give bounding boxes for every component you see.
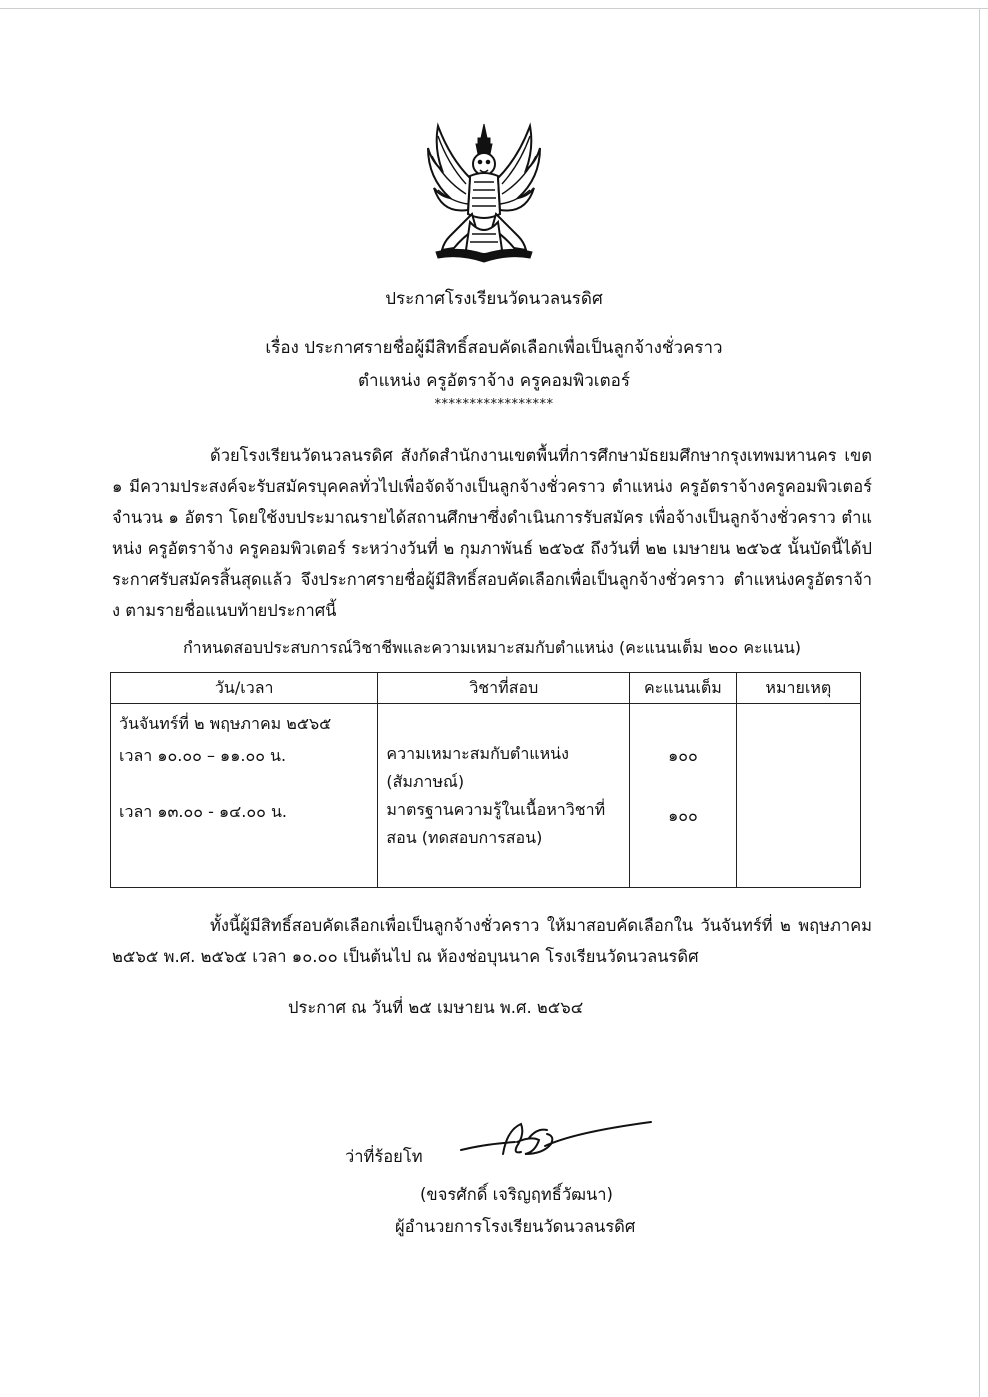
- body-paragraph-1: ด้วยโรงเรียนวัดนวลนรดิศ สังกัดสำนักงานเขตพื้นที่การศึกษามัธยมศึกษากรุงเทพมหานคร เขต ๑ มีความประสงค์จะรับสมัครบุคคลทั่วไปเพื่อจัดจ้างเป็นลูกจ้างชั่วคราว ตำแหน่ง ครูอัตราจ้างครูคอมพิวเตอร์ จำนวน ๑ อัตรา โดยใช้งบประมาณรายได้สถานศึกษาซึ่งดำเนินการรับสมัคร เพื่อจ้างเป็นลูกจ้างชั่วคราว ตำแหน่ง ครูอัตราจ้าง ครูคอมพิวเตอร์ ระหว่างวันที่ ๒ กุมภาพันธ์ ๒๕๖๕ ถึงวันที่ ๒๒ เมษายน ๒๕๖๕ นั้นบัดนี้ได้ประกาศรับสมัครสิ้นสุดแล้ว จึงประกาศรายชื่อผู้มีสิทธิ์สอบคัดเลือกเพื่อเป็นลูกจ้างชั่วคราว ตำแหน่งครูอัตราจ้าง ตามรายชื่อแนบท้ายประกาศนี้: [112, 446, 872, 620]
- dated-line: ประกาศ ณ วันที่ ๒๕ เมษายน พ.ศ. ๒๕๖๔: [288, 998, 584, 1017]
- page-edge-top: [0, 8, 988, 9]
- stars-divider: *****************: [434, 397, 554, 412]
- subject-2-line-1: มาตรฐานความรู้ในเนื้อหาวิชาที่: [386, 800, 606, 819]
- remarks-cell: [736, 704, 860, 888]
- score-cell: [630, 704, 737, 888]
- exam-date: วันจันทร์ที่ ๒ พฤษภาคม ๒๕๖๕: [119, 714, 332, 733]
- subject-cell: [378, 704, 630, 888]
- exam-time-1: เวลา ๑๐.๐๐ – ๑๑.๐๐ น.: [119, 746, 287, 765]
- subject-2-line-2: สอน (ทดสอบการสอน): [386, 828, 543, 847]
- table-row: [111, 704, 861, 888]
- body-paragraph-2: ทั้งนี้ผู้มีสิทธิ์สอบคัดเลือกเพื่อเป็นลูกจ้างชั่วคราว ให้มาสอบคัดเลือกใน วันจันทร์ที่ ๒ พฤษภาคม ๒๕๖๕ พ.ศ. ๒๕๖๕ เวลา ๑๐.๐๐ เป็นต้นไป ณ ห้องช่อบุนนาค โรงเรียนวัดนวลนรดิศ: [112, 916, 872, 966]
- header-remarks: หมายเหตุ: [736, 673, 860, 704]
- header-subject: วิชาที่สอบ: [378, 673, 630, 704]
- position-line: ตำแหน่ง ครูอัตราจ้าง ครูคอมพิวเตอร์: [358, 371, 630, 391]
- signer-title: ผู้อำนวยการโรงเรียนวัดนวลนรดิศ: [395, 1217, 636, 1236]
- header-full-score: คะแนนเต็ม: [630, 673, 737, 704]
- score-1: ๑๐๐: [668, 746, 698, 765]
- garuda-emblem-icon: [420, 118, 548, 270]
- exam-schedule-table: [110, 672, 861, 888]
- handwritten-signature-icon: [455, 1110, 655, 1170]
- table-header-row: [111, 673, 861, 704]
- signer-rank: ว่าที่ร้อยโท: [345, 1147, 423, 1166]
- subject-1-line-2: (สัมภาษณ์): [386, 772, 465, 791]
- subject-1-line-1: ความเหมาะสมกับตำแหน่ง: [386, 744, 569, 763]
- signer-name: (ขจรศักดิ์ เจริญฤทธิ์วัฒนา): [420, 1185, 613, 1204]
- schedule-title: กำหนดสอบประสบการณ์วิชาชีพและความเหมาะสมกับตำแหน่ง (คะแนนเต็ม ๒๐๐ คะแนน): [182, 638, 802, 657]
- date-time-cell: [111, 704, 378, 888]
- score-2: ๑๐๐: [668, 806, 698, 825]
- page-edge-right: [979, 8, 980, 1397]
- header-date-time: วัน/เวลา: [111, 673, 378, 704]
- announcement-title: ประกาศโรงเรียนวัดนวลนรดิศ: [385, 289, 603, 309]
- announcement-subject: เรื่อง ประกาศรายชื่อผู้มีสิทธิ์สอบคัดเลือกเพื่อเป็นลูกจ้างชั่วคราว: [265, 338, 723, 358]
- exam-time-2: เวลา ๑๓.๐๐ - ๑๔.๐๐ น.: [119, 802, 287, 821]
